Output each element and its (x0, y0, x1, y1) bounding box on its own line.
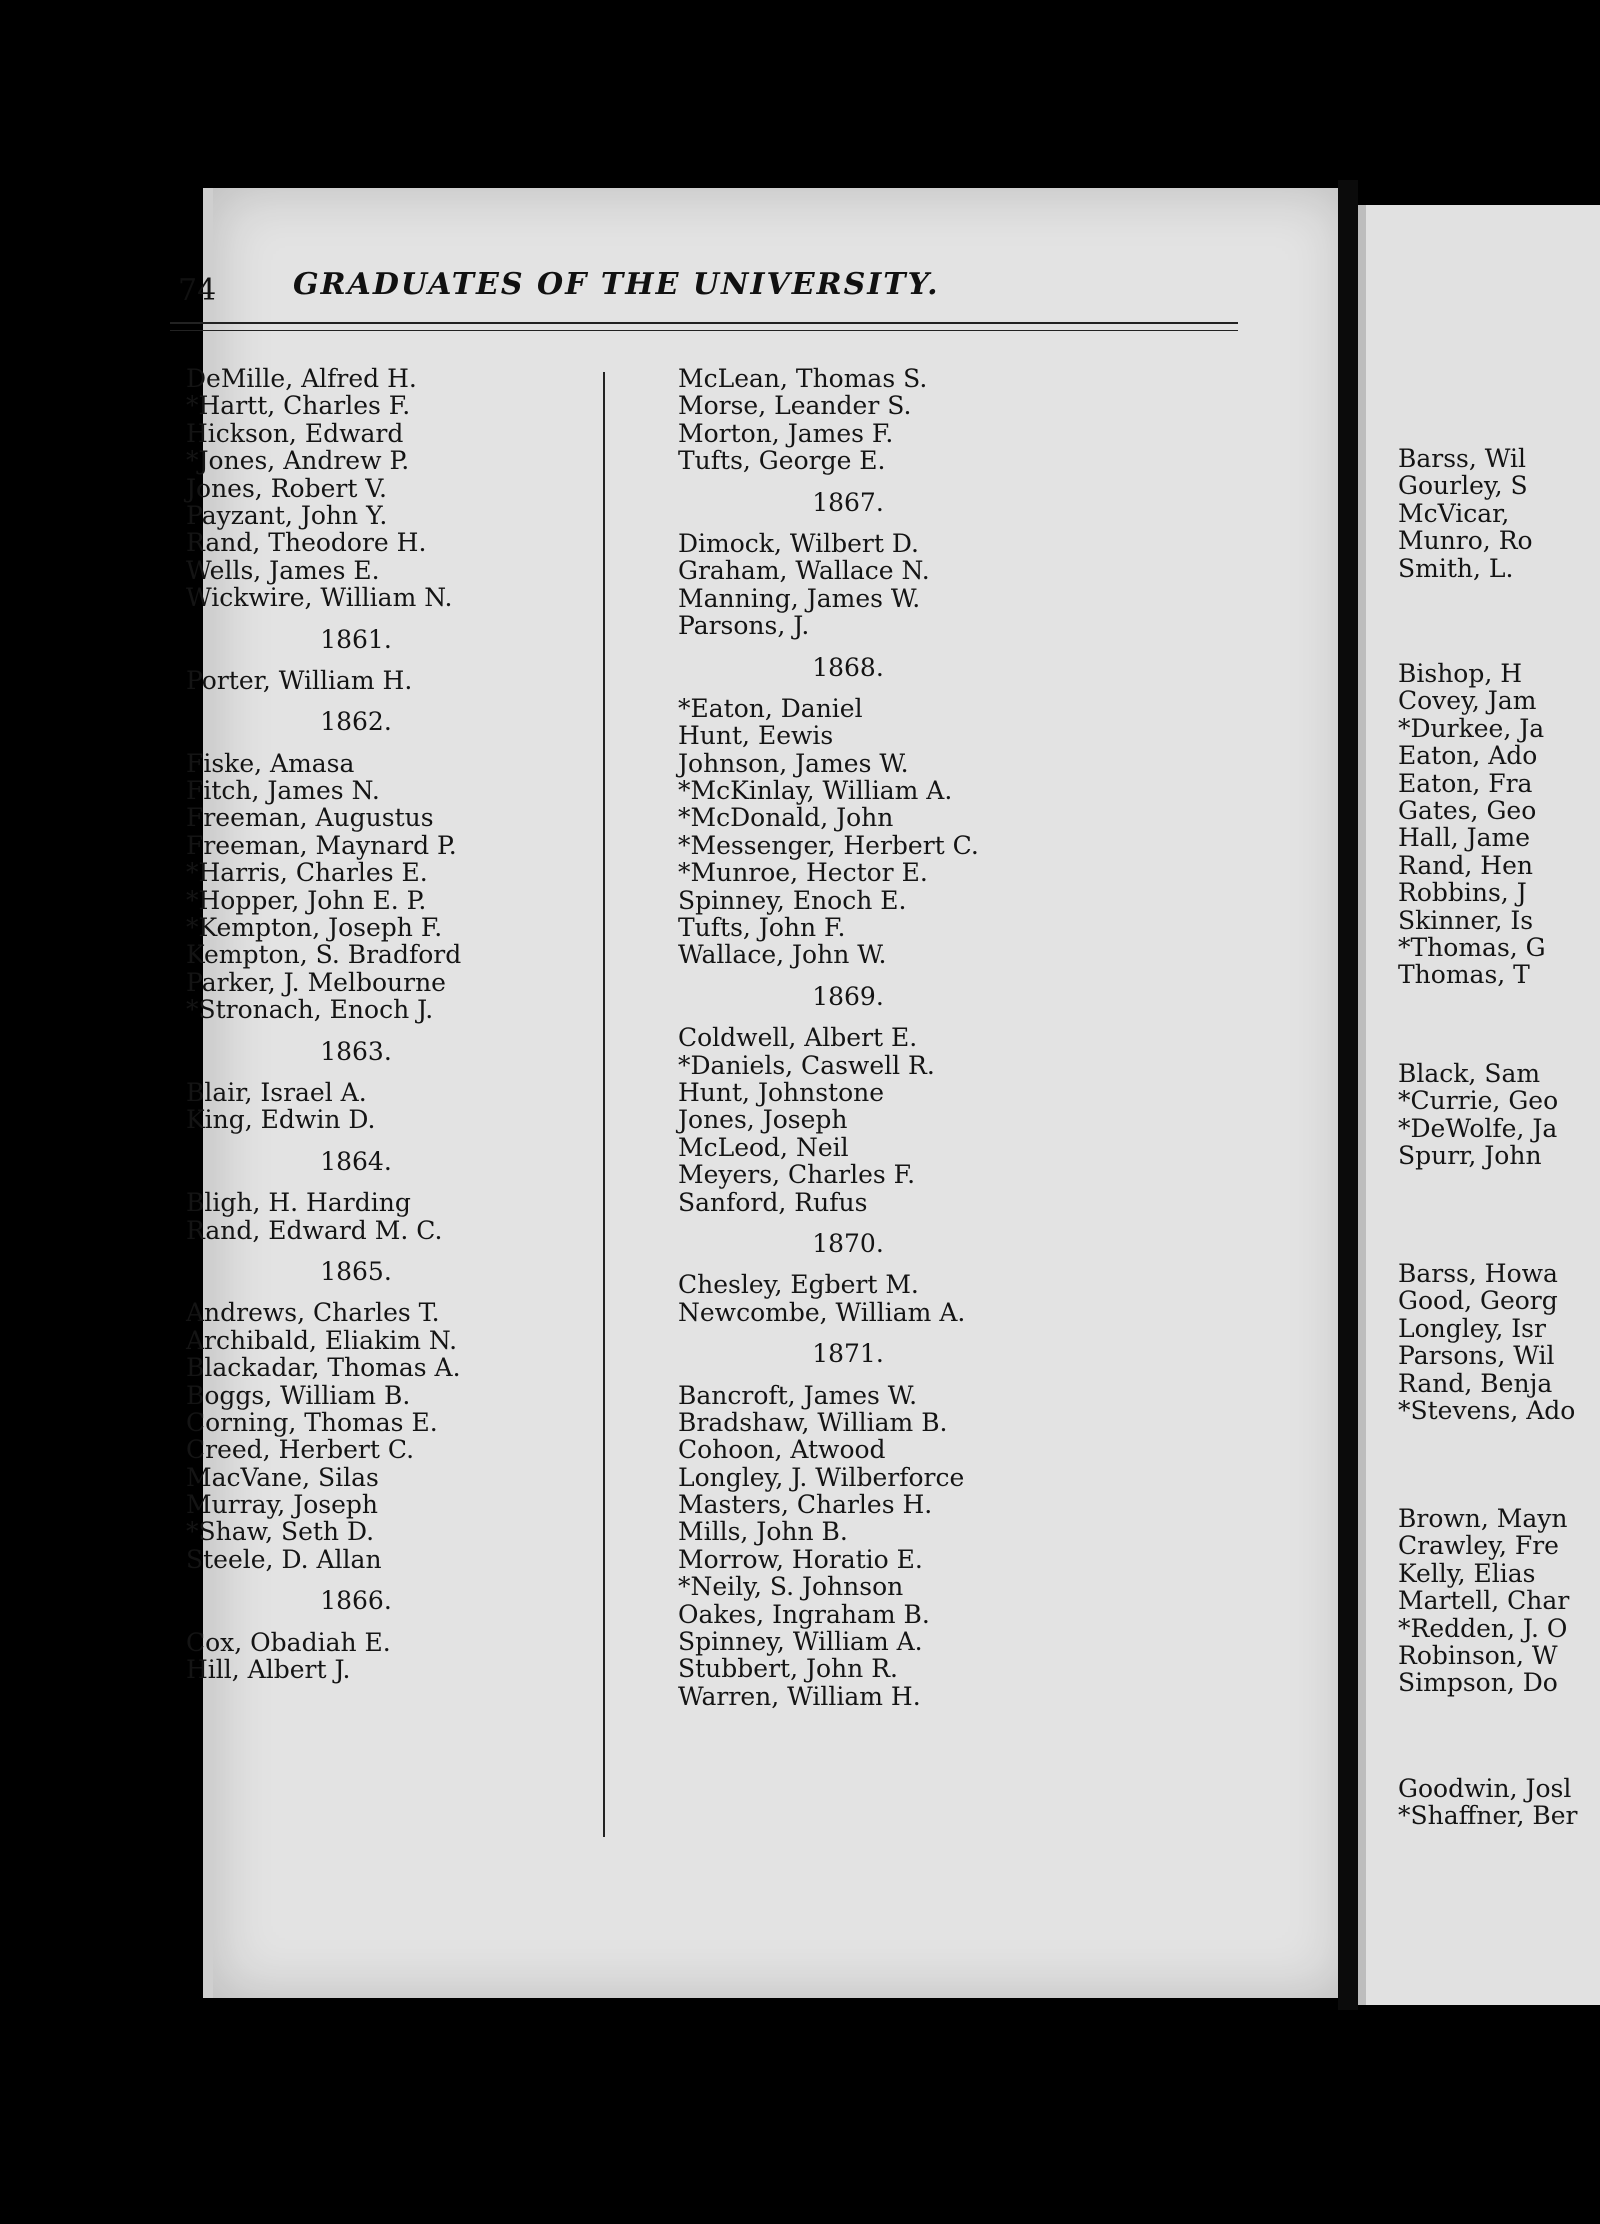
entry-group (186, 667, 606, 694)
graduate-entry: DeMille, Alfred H. (186, 364, 417, 393)
graduate-entry: *McDonald, John (678, 803, 894, 833)
graduate-entry: Longley, Isr (1398, 1313, 1546, 1343)
year-heading: 1863. (320, 1036, 392, 1066)
graduate-entry: *Shaffner, Ber (1398, 1801, 1578, 1831)
graduate-entry: Creed, Herbert C. (186, 1435, 415, 1465)
graduate-entry: Parker, J. Melbourne (186, 967, 446, 997)
graduate-entry: Goodwin, Josl (1398, 1774, 1572, 1803)
graduate-entry: Manning, James W. (678, 583, 921, 613)
graduate-entry: *Neily, S. Johnson (678, 1572, 904, 1602)
graduate-entry: Blackadar, Thomas A. (186, 1353, 461, 1383)
graduate-entry: Robinson, W (1398, 1640, 1558, 1670)
graduate-entry: Black, Sam (1398, 1059, 1541, 1088)
graduate-entry: Robbins, J (1398, 878, 1527, 908)
entry-group (186, 750, 606, 1024)
graduate-entry: Graham, Wallace N. (678, 556, 930, 586)
graduate-entry: Dimock, Wilbert D. (678, 528, 919, 558)
graduate-entry: Spinney, William A. (678, 1627, 923, 1657)
year-heading: 1870. (812, 1228, 884, 1258)
graduate-entry: *DeWolfe, Ja (1398, 1113, 1558, 1143)
entry-group (186, 1299, 606, 1573)
graduate-entry: Rand, Theodore H. (186, 528, 427, 558)
graduate-entry: Tufts, George E. (678, 446, 886, 476)
year-heading: 1871. (812, 1339, 884, 1369)
graduate-entry: *Jones, Andrew P. (186, 446, 410, 476)
graduate-entry: Morrow, Horatio E. (678, 1544, 923, 1574)
graduate-entry: Hickson, Edward (186, 418, 404, 448)
graduate-entry: *Stronach, Enoch J. (186, 995, 434, 1025)
graduate-entry: Archibald, Eliakim N. (186, 1325, 458, 1355)
right-block-6 (1388, 1775, 1578, 1830)
graduate-entry: Chesley, Egbert M. (678, 1270, 919, 1300)
graduate-entry: Rand, Benja (1398, 1368, 1553, 1398)
graduate-entry: *Shaw, Seth D. (186, 1517, 375, 1547)
graduate-entry: Sanford, Rufus (678, 1187, 868, 1217)
graduate-entry: MacVane, Silas (186, 1462, 379, 1492)
graduate-entry: Hall, Jame (1398, 823, 1531, 853)
graduate-entry: Steele, D. Allan (186, 1544, 382, 1574)
graduate-entry: Newcombe, William A. (678, 1297, 966, 1327)
graduate-entry: Meyers, Charles F. (678, 1160, 916, 1190)
graduate-entry: Kelly, Elias (1398, 1558, 1536, 1588)
graduate-entry: Covey, Jam (1398, 686, 1537, 716)
graduate-entry: Eaton, Fra (1398, 768, 1533, 798)
year-heading: 1866. (320, 1586, 392, 1616)
right-block-5 (1388, 1505, 1569, 1697)
graduate-entry: Coldwell, Albert E. (678, 1023, 918, 1053)
graduate-entry: *Redden, J. O (1398, 1613, 1568, 1643)
graduate-entry: Barss, Howa (1398, 1259, 1558, 1288)
graduate-entry: Parsons, J. (678, 611, 810, 641)
graduate-entry: Parsons, Wil (1398, 1341, 1555, 1371)
graduate-entry: McVicar, (1398, 498, 1510, 528)
right-block-4 (1388, 1260, 1575, 1424)
graduate-entry: Cohoon, Atwood (678, 1435, 886, 1465)
middle-column (678, 365, 1158, 1710)
header-rule-thin (170, 330, 1238, 331)
graduate-entry: Andrews, Charles T. (186, 1298, 440, 1328)
graduate-entry: Simpson, Do (1398, 1668, 1558, 1698)
graduate-entry: Mills, John B. (678, 1517, 848, 1547)
graduate-entry: Munro, Ro (1398, 526, 1533, 556)
page-header (178, 265, 1238, 320)
graduate-entry: Corning, Thomas E. (186, 1407, 438, 1437)
graduate-entry: *Thomas, G (1398, 932, 1546, 962)
graduate-entry: Crawley, Fre (1398, 1531, 1559, 1561)
entry-group (186, 1189, 606, 1244)
graduate-entry: McLeod, Neil (678, 1132, 849, 1162)
graduate-entry: Morton, James F. (678, 418, 894, 448)
graduate-entry: Gourley, S (1398, 471, 1528, 501)
entry-group (678, 365, 1158, 475)
column-divider (603, 372, 605, 1837)
graduate-entry: Cox, Obadiah E. (186, 1627, 391, 1657)
entry-group (678, 1382, 1158, 1711)
graduate-entry: Porter, William H. (186, 665, 413, 695)
year-heading: 1867. (812, 487, 884, 517)
graduate-entry: Eaton, Ado (1398, 741, 1538, 771)
graduate-entry: Wallace, John W. (678, 940, 887, 970)
graduate-entry: Gates, Geo (1398, 795, 1537, 825)
entry-group (678, 530, 1158, 640)
graduate-entry: Morse, Leander S. (678, 391, 912, 421)
graduate-entry: Spurr, John (1398, 1141, 1542, 1171)
header-rule (170, 322, 1238, 324)
graduate-entry: Boggs, William B. (186, 1380, 411, 1410)
graduate-entry: Fitch, James N. (186, 776, 380, 806)
graduate-entry: Freeman, Augustus (186, 803, 434, 833)
graduate-entry: Payzant, John Y. (186, 500, 388, 530)
year-heading: 1869. (812, 981, 884, 1011)
graduate-entry: *Hopper, John E. P. (186, 885, 427, 915)
graduate-entry: King, Edwin D. (186, 1105, 376, 1135)
year-heading: 1862. (320, 707, 392, 737)
graduate-entry: Bradshaw, William B. (678, 1407, 948, 1437)
graduate-entry: Spinney, Enoch E. (678, 885, 907, 915)
graduate-entry: Wells, James E. (186, 555, 380, 585)
graduate-entry: Rand, Hen (1398, 850, 1533, 880)
graduate-entry: Johnson, James W. (678, 748, 909, 778)
entry-group (678, 695, 1158, 969)
graduate-entry: Fiske, Amasa (186, 748, 355, 778)
graduate-entry: Rand, Edward M. C. (186, 1215, 443, 1245)
entry-group (186, 365, 606, 612)
graduate-entry: *McKinlay, William A. (678, 776, 953, 806)
right-block-1 (1388, 445, 1533, 582)
graduate-entry: Brown, Mayn (1398, 1504, 1568, 1533)
graduate-entry: *Daniels, Caswell R. (678, 1050, 935, 1080)
graduate-entry: Barss, Wil (1398, 444, 1527, 473)
graduate-entry: Hunt, Eewis (678, 721, 834, 751)
graduate-entry: Warren, William H. (678, 1681, 921, 1711)
graduate-entry: Bligh, H. Harding (186, 1188, 411, 1218)
graduate-entry: Bishop, H (1398, 659, 1523, 688)
graduate-entry: Blair, Israel A. (186, 1077, 367, 1107)
entry-group (186, 1629, 606, 1684)
graduate-entry: Hunt, Johnstone (678, 1077, 885, 1107)
graduate-entry: Jones, Robert V. (186, 473, 387, 503)
graduate-entry: Good, Georg (1398, 1286, 1558, 1316)
left-column (186, 365, 606, 1683)
entry-group (678, 1024, 1158, 1216)
graduate-entry: *Currie, Geo (1398, 1086, 1559, 1116)
graduate-entry: Tufts, John F. (678, 913, 846, 943)
entry-group (678, 1271, 1158, 1326)
right-block-3 (1388, 1060, 1558, 1170)
graduate-entry: Kempton, S. Bradford (186, 940, 462, 970)
right-block-2 (1388, 660, 1546, 989)
graduate-entry: Wickwire, William N. (186, 583, 453, 613)
year-heading: 1861. (320, 624, 392, 654)
year-heading: 1868. (812, 652, 884, 682)
year-heading: 1864. (320, 1146, 392, 1176)
graduate-entry: *Hartt, Charles F. (186, 391, 411, 421)
graduate-entry: Oakes, Ingraham B. (678, 1599, 930, 1629)
graduate-entry: Freeman, Maynard P. (186, 830, 457, 860)
page-number: 74 (178, 273, 217, 308)
graduate-entry: *Eaton, Daniel (678, 693, 863, 723)
right-page-fragment (1358, 205, 1600, 2005)
graduate-entry: Bancroft, James W. (678, 1380, 918, 1410)
graduate-entry: Skinner, Is (1398, 905, 1534, 935)
entry-group (186, 1079, 606, 1134)
graduate-entry: Longley, J. Wilberforce (678, 1462, 965, 1492)
graduate-entry: *Harris, Charles E. (186, 858, 428, 888)
year-heading: 1865. (320, 1256, 392, 1286)
graduate-entry: *Messenger, Herbert C. (678, 830, 979, 860)
graduate-entry: Murray, Joseph (186, 1490, 379, 1520)
graduate-entry: *Stevens, Ado (1398, 1395, 1576, 1425)
running-title: GRADUATES OF THE UNIVERSITY. (293, 267, 940, 302)
graduate-entry: Thomas, T (1398, 960, 1530, 990)
graduate-entry: *Munroe, Hector E. (678, 858, 928, 888)
graduate-entry: McLean, Thomas S. (678, 364, 928, 393)
graduate-entry: *Kempton, Joseph F. (186, 913, 443, 943)
graduate-entry: Hill, Albert J. (186, 1655, 351, 1685)
graduate-entry: Martell, Char (1398, 1586, 1570, 1616)
graduate-entry: Masters, Charles H. (678, 1490, 933, 1520)
graduate-entry: Stubbert, John R. (678, 1654, 898, 1684)
graduate-entry: Jones, Joseph (678, 1105, 848, 1135)
graduate-entry: Smith, L. (1398, 553, 1514, 583)
graduate-entry: *Durkee, Ja (1398, 713, 1545, 743)
book-gutter (1338, 180, 1358, 2010)
